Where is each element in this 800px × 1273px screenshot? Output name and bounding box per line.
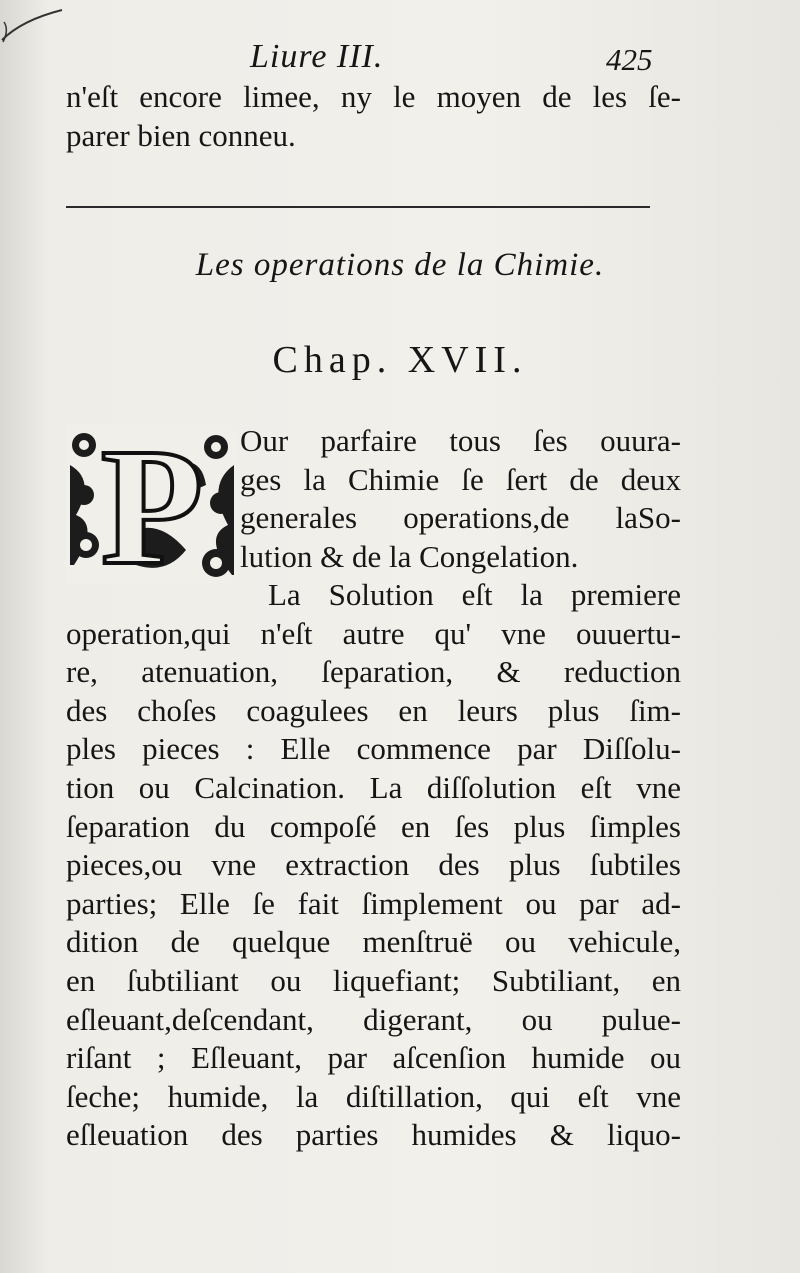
text-line: lution & de la Congelation. [240, 538, 579, 574]
text-line: La Solution eſt la premiere [268, 577, 681, 612]
page-number: 425 [606, 42, 653, 77]
ornament-initial-icon [66, 425, 238, 583]
text-line: Our parfaire tous ſes ouura- [240, 423, 681, 458]
text-line: re, atenuation, ſeparation, & reduction [66, 654, 681, 690]
chapter-title: Chap. XVII. [272, 339, 528, 381]
text-line: des choſes coagulees en leurs plus ſim- [66, 692, 681, 728]
text-line: n'eſt encore limee, ny le moyen de les ſe- [66, 79, 681, 114]
text-line: riſant ; Eſleuant, par aſcenſion humide ou [66, 1040, 681, 1076]
text-line: en ſubtiliant ou liquefiant; Subtiliant, en [66, 962, 681, 998]
text-line: tion ou Calcination. La diſſolution eſt vne [66, 769, 681, 805]
text-line: ſeparation du compoſé en ſes plus ſimples [66, 808, 681, 844]
section-title: Les operations de la Chimie. [195, 247, 605, 283]
text-line: generales operations,de laSo- [240, 500, 681, 536]
capital-lines [240, 422, 681, 576]
text-line: ples pieces : Elle commence par Diſſolu- [66, 731, 681, 767]
text-line: eſleuation des parties humides & liquo- [66, 1117, 681, 1153]
body-text [66, 576, 681, 1155]
text-line: eſleuant,deſcendant, digerant, ou pulue- [66, 1001, 681, 1037]
svg-text:P: P [100, 425, 204, 583]
text-line: pieces,ou vne extraction des plus ſubtiles [66, 847, 681, 883]
text-line: dition de quelque menſtruë ou vehicule, [66, 924, 681, 960]
running-title: Liure III. [250, 38, 384, 75]
text-line: ges la Chimie ſe ſert de deux [240, 461, 681, 497]
text-line: parties; Elle ſe fait ſimplement ou par ad- [66, 885, 681, 921]
section-divider [66, 206, 650, 208]
decorated-initial [66, 425, 238, 583]
text-line: ſeche; humide, la diſtillation, qui eſt vne [66, 1078, 681, 1114]
text-line: operation,qui n'eſt autre qu' vne ouuertu- [66, 615, 681, 651]
text-line: parer bien conneu. [66, 117, 296, 153]
carry-over-text [66, 78, 681, 155]
